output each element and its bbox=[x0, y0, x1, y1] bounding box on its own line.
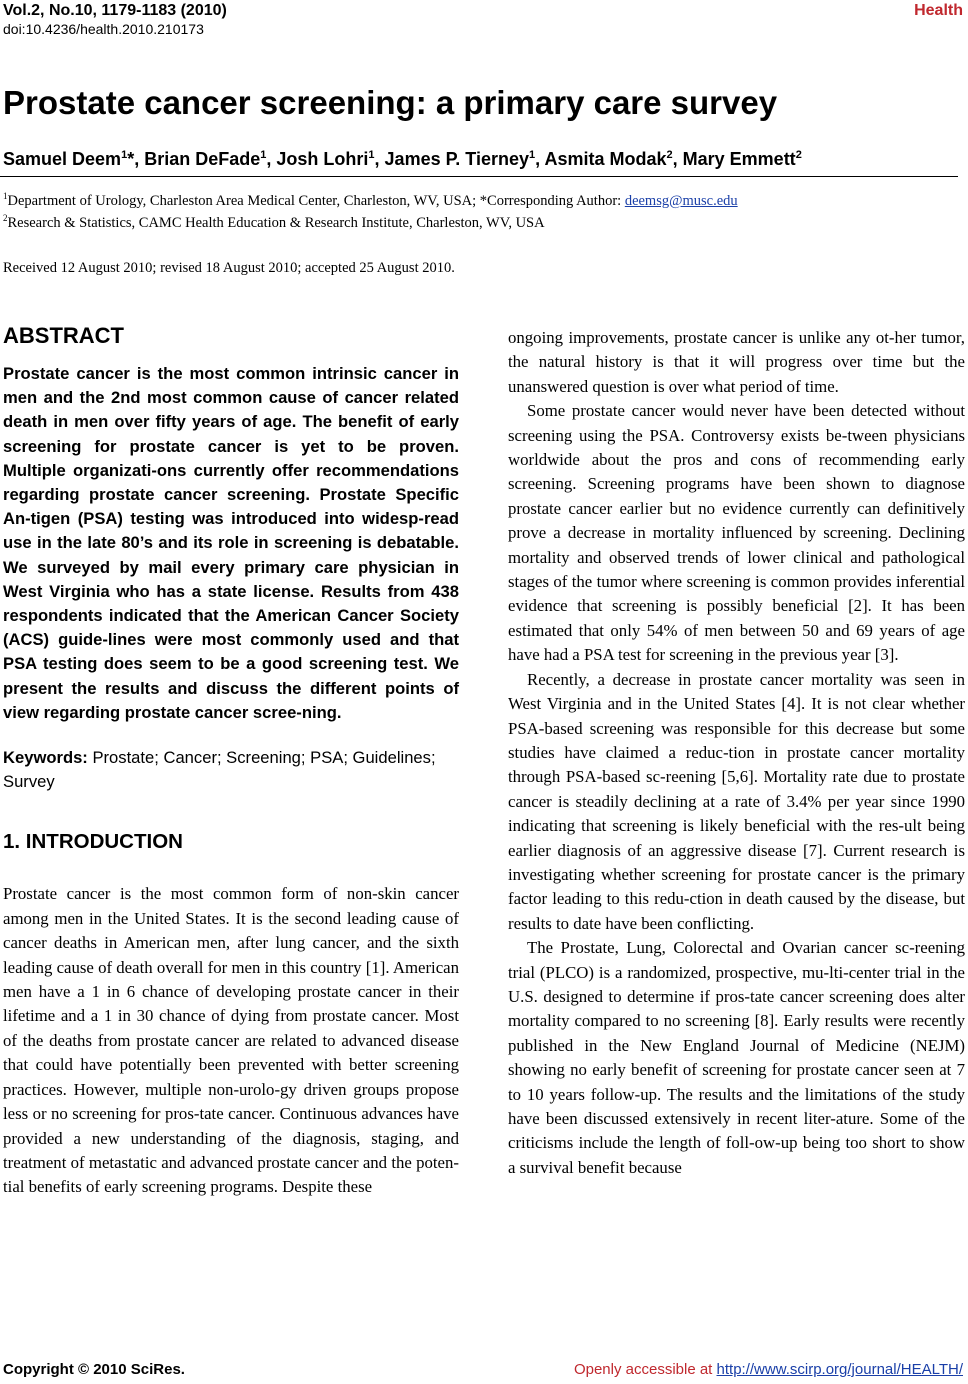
intro-paragraph-4: The Prostate, Lung, Colorectal and Ovarian cancer sc-reening trial (PLCO) is a randomized, prospective, mu-lti-center trial in the U.S. designed to determine if pros-tate cancer screening does alter mortality compared to no screening [8]. Early results were recently published in the New England Journal of Medicine (NEJM) showing no early benefit of screening for prostate cancer seen at 7 to 10 years follow-up. The results and the limitations of the study have been discussed extensively in recent liter-ature. Some of the criticisms include the length of foll-ow-up being too short to show a survival benefit because bbox=[508, 938, 965, 1177]
intro-paragraph-1: Prostate cancer is the most common form of non-skin cancer among men in the United States. It is the second leading cause of cancer deaths in American men, after lung cancer, and the sixth leading cause of death overall for men in this country [1]. American men have a 1 in 6 chance of developing prostate cancer in their lifetime and a 1 in 30 chance of dying from prostate cancer. Most of the deaths from prostate cancer are related to advanced disease that could have potentially been prevented with better screening practices. However, multiple non-urolo-gy driven groups propose less or no screening for pros-tate cancer. Continuous advances have provided a new understanding of the diagnosis, staging, and treatment of metastatic and advanced prostate cancer and the poten-tial benefits of early screening programs. Despite these bbox=[3, 884, 459, 1197]
author-list bbox=[3, 145, 802, 173]
intro-heading: 1. INTRODUCTION bbox=[3, 830, 183, 854]
left-column bbox=[3, 322, 459, 1200]
abstract-heading: ABSTRACT bbox=[3, 323, 124, 348]
title-divider bbox=[0, 176, 958, 177]
author: Josh Lohri$^1$, bbox=[276, 149, 385, 169]
keywords-label: Keywords: bbox=[3, 748, 88, 768]
right-column bbox=[508, 326, 965, 1180]
author: James P. Tierney$^1$, bbox=[384, 149, 545, 169]
received-dates: Received 12 August 2010; revised 18 August 2010; accepted 25 August 2010. bbox=[3, 260, 455, 276]
access-note: Openly accessible at http://www.scirp.org/journal/HEALTH/ bbox=[573, 1361, 963, 1378]
affiliation-1: $^1$Department of Urology, Charleston Area Medical Center, Charleston, WV, USA; *Corresponding Author: deemsg@musc.edu bbox=[3, 191, 738, 209]
journal-name: Health bbox=[914, 2, 963, 19]
copyright: Copyright © 2010 SciRes. bbox=[3, 1361, 185, 1378]
author: Brian DeFade$^1$, bbox=[144, 149, 277, 169]
author: Samuel Deem$^1$*, bbox=[3, 149, 145, 169]
corresponding-email-link[interactable]: deemsg@musc.edu bbox=[624, 193, 738, 209]
doi: doi:10.4236/health.2010.210173 bbox=[3, 21, 204, 37]
intro-paragraph-2: Some prostate cancer would never have been detected without screening using the PSA. Controversy exists be-tween physicians worldwide about the pros and cons of recommending early screening. Screening programs have been shown to diagnose prostate cancer earlier but no evidence currently can definitively prove a decrease in mortality influenced by screening. Declining mortality and observed trends of lower clinical and pathological stages of the tumor where screening is common provides inferential evidence that screening is possibly beneficial [2]. It has been estimated that only 54% of men between 50 and 69 years of age have had a PSA test for screening in the previous year [3]. bbox=[508, 401, 965, 665]
intro-paragraph-3: Recently, a decrease in prostate cancer mortality was seen in West Virginia and in the United States [4]. It is not clear whether PSA-based screening was responsible for this decrease but some studies have claimed a reduc-tion in prostate cancer mortality through PSA-based sc-reening [5,6]. Mortality rate due to prostate cancer is steadily declining at a rate of 3.4% per year since 1990 indicating that screening is likely beneficial with the res-ult being earlier diagnosis of an aggressive disease [7]. Current research is investigating whether screening for prostate cancer is the primary factor leading to this redu-ction in death caused by the disease, but results to date have been conflicting. bbox=[508, 669, 965, 933]
author: Asmita Modak$^2$, bbox=[544, 149, 683, 169]
keywords-list: Prostate; Cancer; Screening; PSA; Guidelines; Survey bbox=[3, 748, 436, 792]
intro-paragraph-1-continued: ongoing improvements, prostate cancer is unlike any ot-her tumor, the natural history is that it will progress over time but the unanswered question is over what period of time. bbox=[508, 328, 965, 396]
volume-info: Vol.2, No.10, 1179-1183 (2010) bbox=[3, 2, 227, 19]
author: Mary Emmett$^2$ bbox=[682, 149, 802, 169]
running-header bbox=[3, 2, 227, 38]
affiliation-2: $^2$Research & Statistics, CAMC Health Education & Research Institute, Charleston, WV, USA bbox=[3, 213, 545, 231]
journal-url-link[interactable]: http://www.scirp.org/journal/HEALTH/ bbox=[716, 1361, 963, 1378]
keywords bbox=[3, 746, 459, 794]
paper-title: Prostate cancer screening: a primary care survey bbox=[3, 84, 778, 121]
abstract-text: Prostate cancer is the most common intrinsic cancer in men and the 2nd most common cause of cancer related death in men over fifty years of age. The benefit of early screening for prostate cancer is yet to be proven. Multiple organizati-ons currently offer recommendations regarding prostate cancer screening. Prostate Specific An-tigen (PSA) testing was introduced into widesp-read use in the late 80’s and its role in screening is debatable. We surveyed by mail every primary care physician in West Virginia who has a state license. Results from 438 respondents indicated that the American Cancer Society (ACS) guide-lines were most commonly used and that PSA testing does seem to be a good screening test. We present the results and discuss the different points of view regarding prostate cancer scree-ning. bbox=[3, 364, 459, 722]
